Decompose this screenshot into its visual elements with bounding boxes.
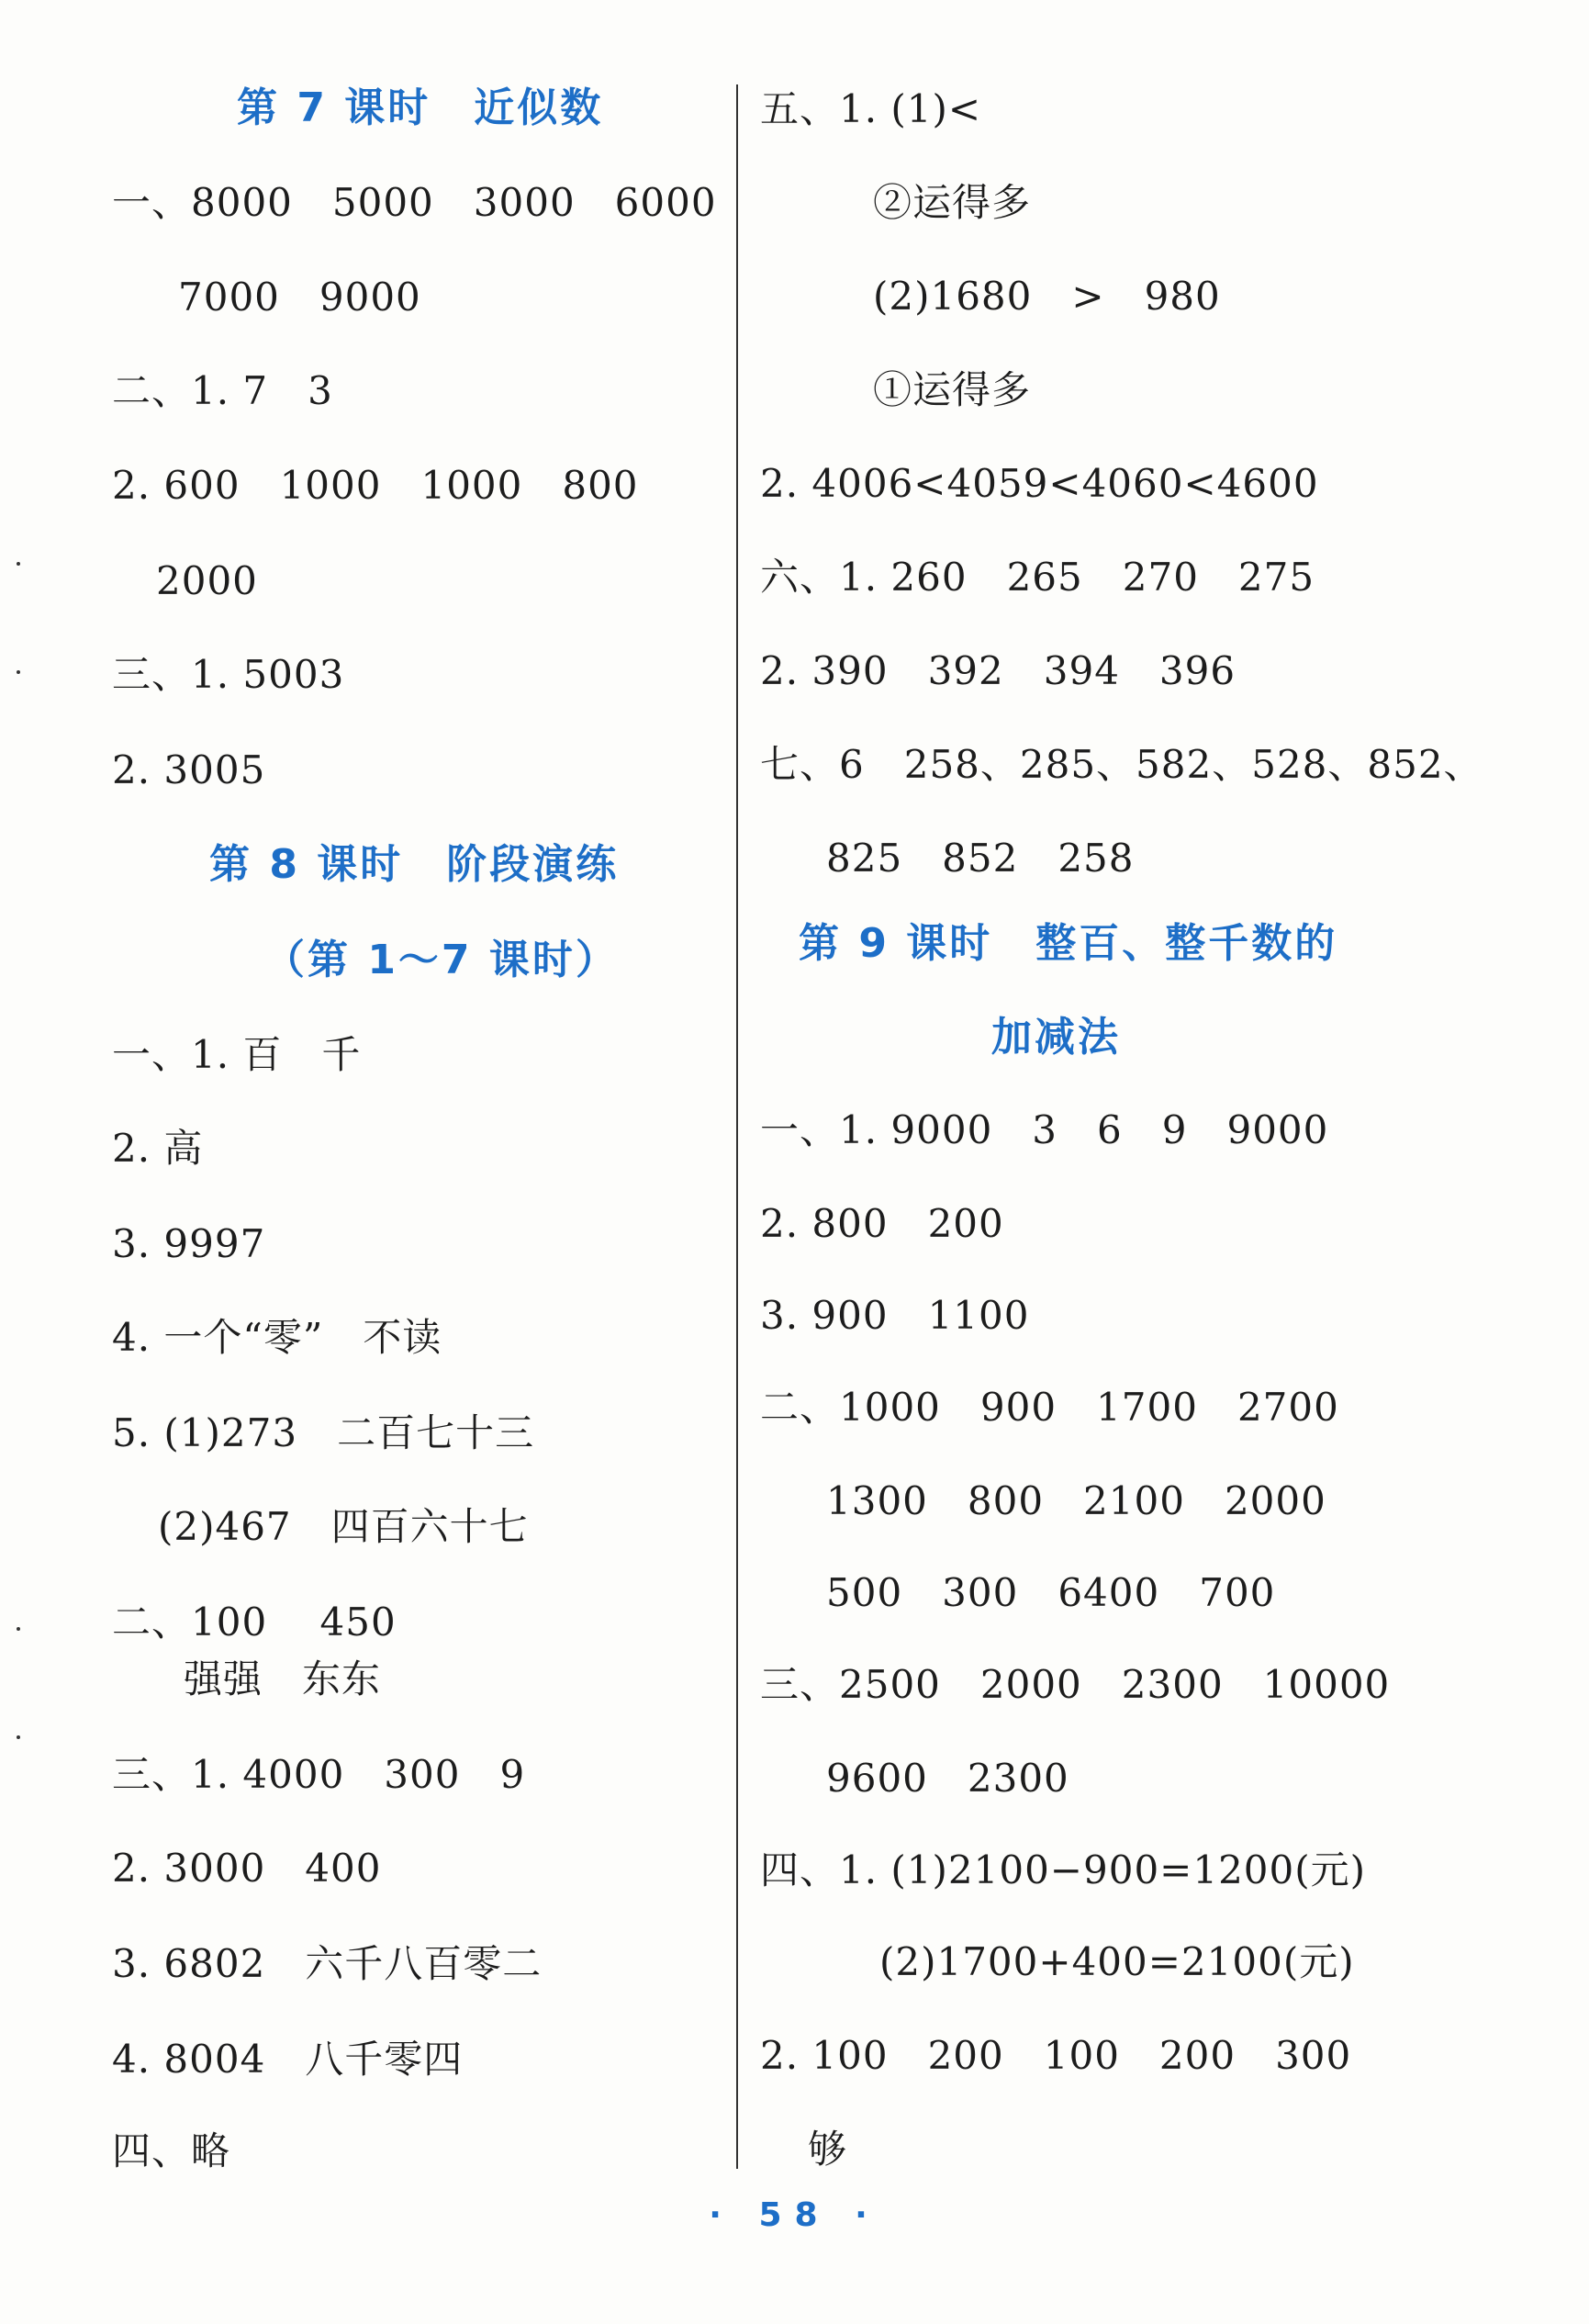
section-heading: （第 1～7 课时） bbox=[264, 937, 619, 983]
answer-line: 500 300 6400 700 bbox=[826, 1570, 1276, 1615]
answer-line: 四、略 bbox=[112, 2128, 231, 2173]
column-divider bbox=[736, 84, 738, 2169]
section-heading: 第 8 课时 阶段演练 bbox=[209, 841, 620, 888]
answer-line: 二、1. 7 3 bbox=[112, 368, 333, 413]
answer-line: 一、1. 9000 3 6 9 9000 bbox=[760, 1107, 1329, 1152]
section-heading: 加减法 bbox=[991, 1014, 1121, 1061]
answer-line: 2. 4006<4059<4060<4600 bbox=[760, 461, 1319, 506]
answer-line: ①运得多 bbox=[873, 367, 1032, 412]
answer-line: 四、1. (1)2100−900=1200(元) bbox=[760, 1847, 1367, 1892]
answer-line: 4. 8004 八千零四 bbox=[112, 2037, 464, 2082]
answer-line: ②运得多 bbox=[873, 180, 1032, 225]
answer-line: 2. 3005 bbox=[112, 747, 266, 792]
margin-dot bbox=[17, 562, 20, 566]
answer-line: (2)1700+400=2100(元) bbox=[879, 1939, 1355, 1984]
answer-line: 2. 3000 400 bbox=[112, 1846, 382, 1891]
margin-dot bbox=[17, 670, 20, 674]
answer-line: 4. 一个“零” 不读 bbox=[112, 1315, 442, 1360]
answer-line: 2. 600 1000 1000 800 bbox=[112, 463, 639, 508]
answer-line: 2. 390 392 394 396 bbox=[760, 648, 1237, 693]
answer-line: 3. 900 1100 bbox=[760, 1293, 1030, 1338]
answer-line: 1300 800 2100 2000 bbox=[826, 1478, 1326, 1523]
answer-line: 二、1000 900 1700 2700 bbox=[760, 1385, 1339, 1430]
page-number: · 58 · bbox=[709, 2196, 880, 2234]
answer-line: (2)467 四百六十七 bbox=[158, 1504, 529, 1549]
answer-line: 7000 9000 bbox=[178, 275, 421, 320]
answer-line: 一、1. 百 千 bbox=[112, 1032, 362, 1077]
answer-line: 2. 高 bbox=[112, 1126, 204, 1171]
answer-line: (2)1680 > 980 bbox=[873, 274, 1221, 319]
section-heading: 第 9 课时 整百、整千数的 bbox=[799, 920, 1338, 967]
answer-line: 三、1. 5003 bbox=[112, 652, 345, 697]
answer-line: 2. 800 200 bbox=[760, 1201, 1004, 1246]
section-heading: 第 7 课时 近似数 bbox=[237, 84, 604, 131]
answer-line: 三、1. 4000 300 9 bbox=[112, 1752, 526, 1797]
answer-line: 够 bbox=[808, 2127, 848, 2172]
answer-line: 一、8000 5000 3000 6000 bbox=[112, 180, 717, 225]
answer-line: 五、1. (1)< bbox=[760, 86, 982, 131]
answer-line: 三、2500 2000 2300 10000 bbox=[760, 1662, 1391, 1707]
answer-line: 2000 bbox=[156, 558, 258, 603]
answer-line: 9600 2300 bbox=[826, 1756, 1069, 1801]
margin-dot bbox=[17, 1627, 20, 1631]
answer-line: 七、6 258、285、582、528、852、 bbox=[760, 742, 1483, 787]
answer-line: 3. 6802 六千八百零二 bbox=[112, 1941, 543, 1986]
answer-line: 5. (1)273 二百七十三 bbox=[112, 1410, 535, 1455]
answer-line: 二、100 450 bbox=[112, 1600, 397, 1645]
answer-line: 825 852 258 bbox=[826, 836, 1135, 881]
answer-line: 2. 100 200 100 200 300 bbox=[760, 2033, 1352, 2078]
answer-line: 3. 9997 bbox=[112, 1221, 266, 1266]
margin-dot bbox=[17, 1735, 20, 1739]
answer-line: 六、1. 260 265 270 275 bbox=[760, 555, 1315, 600]
answer-line: 强强 东东 bbox=[184, 1656, 382, 1701]
